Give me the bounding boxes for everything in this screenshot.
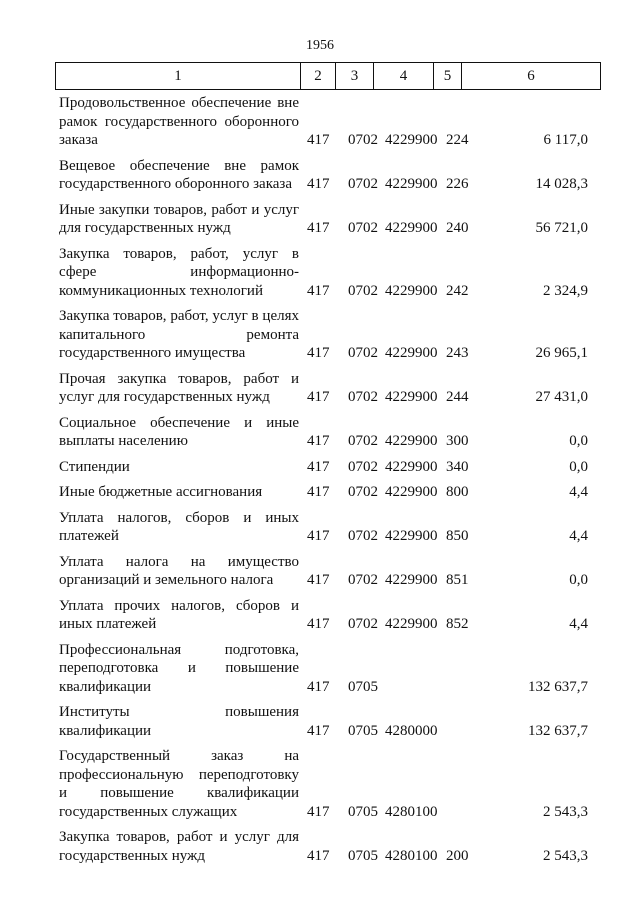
row-name: Закупка товаров, работ, услуг в целях капитального ремонта государственного имущества [59,308,299,361]
cell-code-section: 0702 [348,220,378,236]
row-codes [0,803,640,822]
row-codes [0,131,640,150]
row-name: Прочая закупка товаров, работ и услуг для государственных нужд [59,370,299,405]
cell-code-target: 4229900 [385,458,438,475]
cell-code-section: 0702 [348,433,378,449]
cell-code-admin: 417 [307,132,330,148]
cell-amount: 2 543,3 [543,847,588,864]
cell-code-admin: 417 [307,389,330,405]
cell-code-section: 0702 [348,484,378,500]
cell-amount: 4,4 [569,484,588,500]
cell-code-section: 0702 [348,528,378,544]
table-row [0,703,640,740]
cell-code-target: 4280000 [385,722,438,739]
row-name: Иные бюджетные ассигнования [59,484,263,500]
header-col-3: 3 [336,63,374,90]
row-codes [0,483,640,502]
table-row [0,641,640,697]
header-col-4: 4 [374,63,434,90]
cell-code-admin: 417 [307,803,330,820]
table-row [0,458,640,477]
cell-code-admin: 417 [307,528,330,544]
cell-amount: 132 637,7 [528,678,588,695]
row-name: Институты повышения квалификации [59,704,299,739]
cell-code-target: 4229900 [385,433,438,449]
cell-amount: 0,0 [569,458,588,475]
cell-code-type: 224 [446,132,469,148]
row-codes [0,432,640,451]
cell-code-type: 340 [446,458,469,475]
table-row [0,828,640,865]
cell-code-admin: 417 [307,220,330,236]
row-name: Иные закупки товаров, работ и услуг для государственных нужд [59,201,299,236]
cell-code-type: 242 [446,282,469,299]
row-name: Социальное обеспечение и иные выплаты населению [59,414,299,449]
cell-code-section: 0702 [348,616,378,632]
cell-code-admin: 417 [307,345,330,361]
row-codes [0,615,640,634]
table-row [0,307,640,363]
row-codes [0,344,640,363]
cell-amount: 4,4 [569,528,588,544]
cell-code-section: 0705 [348,722,378,739]
table-row [0,553,640,590]
cell-code-type: 851 [446,572,469,588]
table-row [0,201,640,238]
row-codes [0,219,640,238]
cell-code-admin: 417 [307,722,330,739]
page-number: 1956 [306,38,334,53]
cell-amount: 26 965,1 [535,345,588,361]
header-col-5: 5 [434,63,462,90]
cell-code-type: 243 [446,345,469,361]
table-row [0,94,640,150]
cell-code-target: 4229900 [385,528,438,544]
cell-code-type: 240 [446,220,469,236]
cell-code-type: 300 [446,433,469,449]
cell-code-section: 0705 [348,678,378,695]
row-name: Закупка товаров, работ, услуг в сфере информационно-коммуникационных технологий [59,245,299,299]
cell-code-section: 0702 [348,282,378,299]
budget-table-body [0,94,640,872]
cell-code-admin: 417 [307,616,330,632]
cell-code-admin: 417 [307,176,330,192]
table-row [0,509,640,546]
cell-code-type: 852 [446,616,469,632]
cell-code-target: 4229900 [385,132,438,148]
cell-code-section: 0702 [348,345,378,361]
cell-code-target: 4229900 [385,616,438,632]
table-row [0,157,640,194]
cell-code-section: 0702 [348,572,378,588]
row-name: Уплата налогов, сборов и иных платежей [59,509,299,544]
row-codes [0,722,640,741]
table-header [55,62,601,90]
cell-code-target: 4229900 [385,389,438,405]
cell-amount: 2 324,9 [543,282,588,299]
row-name: Вещевое обеспечение вне рамок государственного оборонного заказа [59,157,299,192]
cell-code-section: 0702 [348,132,378,148]
cell-code-admin: 417 [307,678,330,695]
row-name: Уплата налога на имущество организаций и земельного налога [59,553,299,588]
header-col-1: 1 [56,63,301,90]
cell-code-target: 4229900 [385,220,438,236]
cell-amount: 2 543,3 [543,803,588,820]
cell-code-target: 4229900 [385,282,438,299]
row-codes [0,571,640,590]
cell-amount: 6 117,0 [543,132,588,148]
header-col-2: 2 [301,63,336,90]
cell-code-section: 0705 [348,847,378,864]
cell-code-target: 4229900 [385,176,438,192]
row-codes [0,388,640,407]
row-name: Закупка товаров, работ и услуг для государственных нужд [59,829,299,864]
row-name: Продовольственное обеспечение вне рамок государственного оборонного заказа [59,95,299,148]
cell-code-target: 4229900 [385,345,438,361]
table-row [0,483,640,502]
row-codes [0,282,640,301]
row-name: Стипендии [59,458,130,475]
cell-code-type: 226 [446,176,469,192]
row-codes [0,527,640,546]
row-codes [0,175,640,194]
cell-amount: 56 721,0 [535,220,588,236]
table-row [0,370,640,407]
cell-code-admin: 417 [307,572,330,588]
cell-code-target: 4229900 [385,572,438,588]
cell-amount: 0,0 [569,433,588,449]
cell-code-target: 4280100 [385,803,438,820]
row-codes [0,458,640,477]
cell-code-target: 4280100 [385,847,438,864]
cell-code-admin: 417 [307,484,330,500]
cell-amount: 0,0 [569,572,588,588]
table-row [0,597,640,634]
cell-code-type: 800 [446,484,469,500]
cell-code-type: 850 [446,528,469,544]
row-codes [0,847,640,866]
row-codes [0,678,640,697]
cell-amount: 132 637,7 [528,722,588,739]
table-row [0,747,640,821]
row-name: Профессиональная подготовка, переподготовка и повышение квалификации [59,641,299,695]
row-name: Государственный заказ на профессиональную переподготовку и повышение квалификации государственных служащих [59,748,299,820]
cell-code-admin: 417 [307,282,330,299]
cell-code-section: 0702 [348,176,378,192]
cell-amount: 14 028,3 [535,176,588,192]
row-name: Уплата прочих налогов, сборов и иных платежей [59,597,299,632]
header-col-6: 6 [462,63,601,90]
cell-code-admin: 417 [307,458,330,475]
cell-amount: 27 431,0 [535,389,588,405]
cell-code-section: 0705 [348,803,378,820]
cell-code-admin: 417 [307,433,330,449]
cell-code-type: 200 [446,847,469,864]
cell-code-section: 0702 [348,458,378,475]
cell-code-admin: 417 [307,847,330,864]
table-row [0,414,640,451]
cell-code-type: 244 [446,389,469,405]
table-row [0,245,640,301]
cell-code-section: 0702 [348,389,378,405]
cell-amount: 4,4 [569,616,588,632]
cell-code-target: 4229900 [385,484,438,500]
